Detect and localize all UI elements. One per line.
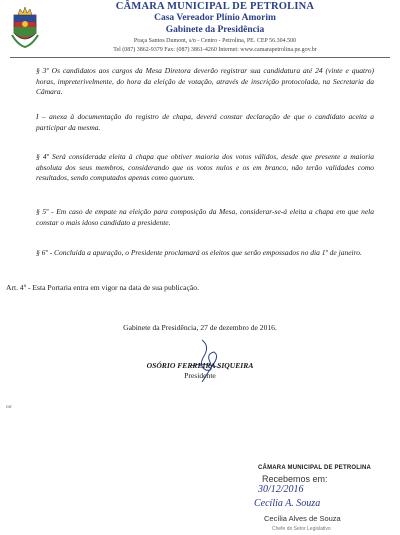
stamp-handwritten-signature: Cecília A. Souza: [254, 498, 321, 509]
letterhead: [0, 0, 400, 56]
stamp-received-date: 30/12/2016: [258, 484, 304, 495]
signer-name: OSÓRIO FERREIRA SIQUEIRA: [146, 361, 254, 370]
address-line: Praça Santos Dumont, s/n - Centro - Petrolina, PE. CEP 56.304.500: [133, 38, 297, 44]
date-line: Gabinete da Presidência, 27 de dezembro de 2016.: [123, 323, 277, 332]
department-name: Gabinete da Presidência: [165, 25, 265, 35]
article-4: Art. 4º - Esta Portaria entra em vigor na data de sua publicação.: [6, 283, 199, 292]
institution-title: CÂMARA MUNICIPAL DE PETROLINA: [115, 1, 315, 12]
stamp-receiver-role: Chefe do Setor Legislativo: [272, 526, 331, 532]
stamp-receiver-name: Cecília Alves de Souza: [264, 514, 341, 523]
paragraph-6: § 6º - Concluída a apuração, o Presidente proclamará os eleitos que serão empossados no dia 1º de janeiro.: [36, 248, 362, 257]
paragraph-4: § 4º Será considerada eleita à chapa que obtiver maioria dos votos válidos, desde que presente a maioria absoluta dos seus membros, considerando que os votos nulos e os em branco, não terão validades como resultados, sendo computados apenas como quorum.: [36, 152, 374, 183]
paragraph-3: § 3º Os candidatos aos cargos da Mesa Diretora deverão registrar sua candidatura até 24 (vinte e quatro) horas, impreterivelmente, do hora da eleição de votação, através de inscrição protocolada, na Secretaria da Câmara.: [36, 66, 374, 97]
header-divider: [10, 57, 390, 58]
stamp-institution: CÂMARA MUNICIPAL DE PETROLINA: [258, 465, 372, 471]
paragraph-5: § 5º - Em caso de empate na eleição para composição da Mesa, considerar-se-á eleita a chapa em que nela constar o mais idoso candidato a presidente.: [36, 207, 374, 227]
coat-of-arms-icon: [10, 5, 40, 49]
institution-subtitle: Casa Vereador Plínio Amorim: [154, 13, 276, 23]
paragraph-item-i: I – anexa à documentação do registro de chapa, deverá constar declaração de que o candidato aceita a participar da mesma.: [36, 112, 374, 132]
contact-line: Tel (087) 3862-9379 Fax: (087) 3861-4260 Internet: www.camarapetrolina.pe.gov.br: [113, 47, 317, 53]
signer-role: Presidente: [184, 371, 216, 380]
typist-initials: csr: [6, 405, 12, 410]
stamp-received-label: Recebemos em:: [262, 474, 328, 484]
